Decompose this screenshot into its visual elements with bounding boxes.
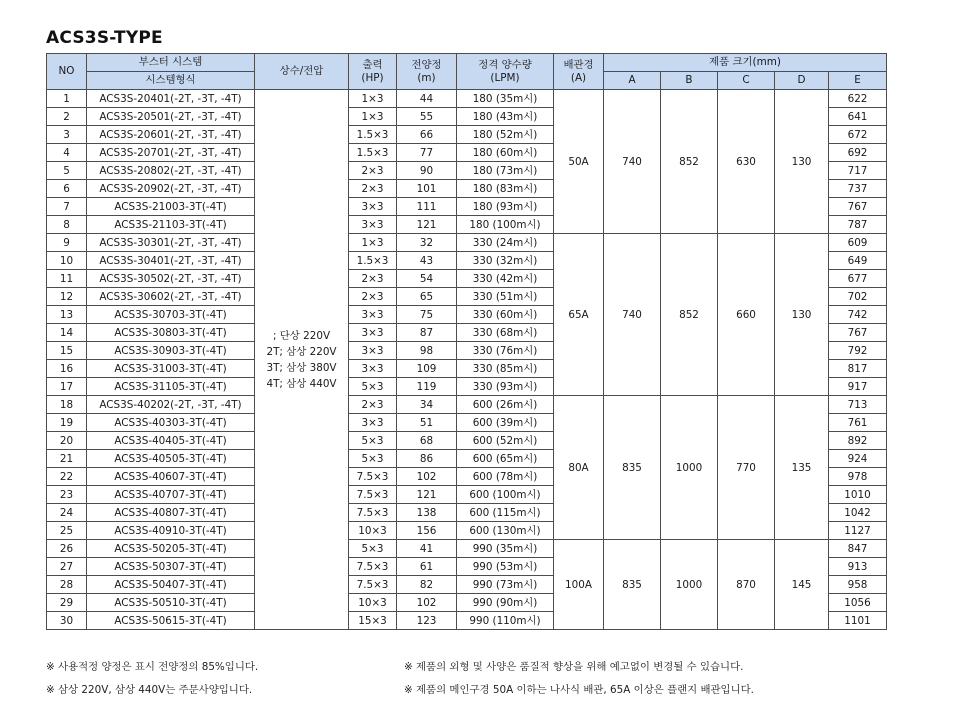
output-hp: 5×3	[349, 378, 397, 396]
rated-flow: 330 (24m시)	[457, 234, 554, 252]
output-hp: 2×3	[349, 270, 397, 288]
dim-e: 792	[829, 342, 887, 360]
total-head: 109	[397, 360, 457, 378]
rated-flow: 990 (90m시)	[457, 594, 554, 612]
output-hp: 7.5×3	[349, 558, 397, 576]
total-head: 77	[397, 144, 457, 162]
dim-e: 761	[829, 414, 887, 432]
total-head: 55	[397, 108, 457, 126]
output-hp: 3×3	[349, 342, 397, 360]
dim-e: 1056	[829, 594, 887, 612]
dim-d: 145	[775, 540, 829, 630]
total-head: 87	[397, 324, 457, 342]
dim-d: 135	[775, 396, 829, 540]
system-model: ACS3S-20601(-2T, -3T, -4T)	[87, 126, 255, 144]
total-head: 68	[397, 432, 457, 450]
phase-voltage-line: 3T; 삼상 380V	[266, 361, 337, 374]
header-output-label: 출력	[362, 58, 383, 71]
total-head: 65	[397, 288, 457, 306]
output-hp: 3×3	[349, 360, 397, 378]
output-hp: 1.5×3	[349, 252, 397, 270]
total-head: 119	[397, 378, 457, 396]
output-hp: 3×3	[349, 198, 397, 216]
dim-e: 1010	[829, 486, 887, 504]
system-model: ACS3S-50510-3T(-4T)	[87, 594, 255, 612]
pipe-diameter: 80A	[554, 396, 604, 540]
rated-flow: 990 (110m시)	[457, 612, 554, 630]
rated-flow: 330 (60m시)	[457, 306, 554, 324]
rated-flow: 180 (60m시)	[457, 144, 554, 162]
system-model: ACS3S-30903-3T(-4T)	[87, 342, 255, 360]
table-row	[47, 396, 887, 414]
total-head: 61	[397, 558, 457, 576]
row-no: 8	[47, 216, 87, 234]
header-flow-unit: (LPM)	[490, 71, 520, 84]
notes-right	[404, 656, 754, 702]
system-model: ACS3S-50307-3T(-4T)	[87, 558, 255, 576]
header-flow	[457, 54, 554, 90]
row-no: 23	[47, 486, 87, 504]
dim-e: 677	[829, 270, 887, 288]
output-hp: 3×3	[349, 324, 397, 342]
note-spec-change: ※ 제품의 외형 및 사양은 품질적 향상을 위해 예고없이 변경될 수 있습니다.	[404, 661, 744, 673]
dim-e: 1127	[829, 522, 887, 540]
header-pipe-label: 배관경	[563, 58, 594, 71]
dim-b: 1000	[661, 540, 718, 630]
total-head: 101	[397, 180, 457, 198]
row-no: 1	[47, 90, 87, 108]
row-no: 26	[47, 540, 87, 558]
system-model: ACS3S-40607-3T(-4T)	[87, 468, 255, 486]
system-model: ACS3S-21103-3T(-4T)	[87, 216, 255, 234]
pipe-diameter: 50A	[554, 90, 604, 234]
output-hp: 2×3	[349, 288, 397, 306]
dim-e: 817	[829, 360, 887, 378]
dim-c: 630	[718, 90, 775, 234]
output-hp: 7.5×3	[349, 504, 397, 522]
dim-d: 130	[775, 234, 829, 396]
system-model: ACS3S-30602(-2T, -3T, -4T)	[87, 288, 255, 306]
total-head: 44	[397, 90, 457, 108]
dim-a: 740	[604, 90, 661, 234]
total-head: 98	[397, 342, 457, 360]
system-model: ACS3S-40405-3T(-4T)	[87, 432, 255, 450]
total-head: 82	[397, 576, 457, 594]
rated-flow: 600 (78m시)	[457, 468, 554, 486]
output-hp: 5×3	[349, 450, 397, 468]
table-row	[47, 234, 887, 252]
header-output-unit: (HP)	[361, 71, 384, 84]
output-hp: 1×3	[349, 90, 397, 108]
total-head: 123	[397, 612, 457, 630]
rated-flow: 600 (100m시)	[457, 486, 554, 504]
table-row	[47, 540, 887, 558]
row-no: 16	[47, 360, 87, 378]
dim-e: 1042	[829, 504, 887, 522]
total-head: 138	[397, 504, 457, 522]
header-system-type: 시스템형식	[87, 72, 255, 90]
system-model: ACS3S-20501(-2T, -3T, -4T)	[87, 108, 255, 126]
rated-flow: 330 (93m시)	[457, 378, 554, 396]
system-model: ACS3S-20902(-2T, -3T, -4T)	[87, 180, 255, 198]
rated-flow: 330 (32m시)	[457, 252, 554, 270]
output-hp: 2×3	[349, 180, 397, 198]
header-pipe	[554, 54, 604, 90]
system-model: ACS3S-20802(-2T, -3T, -4T)	[87, 162, 255, 180]
total-head: 86	[397, 450, 457, 468]
rated-flow: 330 (68m시)	[457, 324, 554, 342]
output-hp: 3×3	[349, 306, 397, 324]
dim-e: 892	[829, 432, 887, 450]
pipe-diameter: 100A	[554, 540, 604, 630]
dim-e: 978	[829, 468, 887, 486]
row-no: 25	[47, 522, 87, 540]
spec-table	[46, 53, 887, 630]
dim-e: 787	[829, 216, 887, 234]
dim-e: 924	[829, 450, 887, 468]
dim-e: 717	[829, 162, 887, 180]
rated-flow: 180 (100m시)	[457, 216, 554, 234]
rated-flow: 990 (73m시)	[457, 576, 554, 594]
dim-e: 913	[829, 558, 887, 576]
total-head: 32	[397, 234, 457, 252]
row-no: 11	[47, 270, 87, 288]
rated-flow: 180 (73m시)	[457, 162, 554, 180]
output-hp: 3×3	[349, 216, 397, 234]
rated-flow: 330 (42m시)	[457, 270, 554, 288]
dim-e: 672	[829, 126, 887, 144]
row-no: 6	[47, 180, 87, 198]
output-hp: 2×3	[349, 162, 397, 180]
rated-flow: 600 (39m시)	[457, 414, 554, 432]
total-head: 66	[397, 126, 457, 144]
system-model: ACS3S-40505-3T(-4T)	[87, 450, 255, 468]
dim-e: 649	[829, 252, 887, 270]
row-no: 29	[47, 594, 87, 612]
phase-voltage-cell	[255, 90, 349, 630]
dim-a: 740	[604, 234, 661, 396]
total-head: 121	[397, 216, 457, 234]
notes-left	[46, 656, 258, 702]
system-model: ACS3S-40202(-2T, -3T, -4T)	[87, 396, 255, 414]
rated-flow: 990 (53m시)	[457, 558, 554, 576]
total-head: 34	[397, 396, 457, 414]
rated-flow: 330 (85m시)	[457, 360, 554, 378]
total-head: 75	[397, 306, 457, 324]
system-model: ACS3S-20401(-2T, -3T, -4T)	[87, 90, 255, 108]
total-head: 102	[397, 468, 457, 486]
rated-flow: 330 (51m시)	[457, 288, 554, 306]
dim-e: 692	[829, 144, 887, 162]
header-dim-e: E	[829, 72, 887, 90]
system-model: ACS3S-30301(-2T, -3T, -4T)	[87, 234, 255, 252]
dim-b: 852	[661, 234, 718, 396]
output-hp: 15×3	[349, 612, 397, 630]
system-model: ACS3S-31003-3T(-4T)	[87, 360, 255, 378]
system-model: ACS3S-50407-3T(-4T)	[87, 576, 255, 594]
rated-flow: 600 (52m시)	[457, 432, 554, 450]
row-no: 15	[47, 342, 87, 360]
table-body	[47, 90, 887, 630]
system-model: ACS3S-40910-3T(-4T)	[87, 522, 255, 540]
dim-e: 958	[829, 576, 887, 594]
total-head: 54	[397, 270, 457, 288]
rated-flow: 600 (130m시)	[457, 522, 554, 540]
dim-c: 870	[718, 540, 775, 630]
page-title: ACS3S-TYPE	[46, 28, 163, 48]
dim-e: 622	[829, 90, 887, 108]
total-head: 41	[397, 540, 457, 558]
rated-flow: 990 (35m시)	[457, 540, 554, 558]
system-model: ACS3S-50615-3T(-4T)	[87, 612, 255, 630]
dim-c: 660	[718, 234, 775, 396]
dim-b: 1000	[661, 396, 718, 540]
rated-flow: 600 (115m시)	[457, 504, 554, 522]
header-output	[349, 54, 397, 90]
rated-flow: 600 (65m시)	[457, 450, 554, 468]
dim-e: 917	[829, 378, 887, 396]
system-model: ACS3S-30401(-2T, -3T, -4T)	[87, 252, 255, 270]
row-no: 10	[47, 252, 87, 270]
output-hp: 1×3	[349, 234, 397, 252]
phase-voltage-line: 4T; 삼상 440V	[266, 377, 337, 390]
pipe-diameter: 65A	[554, 234, 604, 396]
rated-flow: 180 (43m시)	[457, 108, 554, 126]
system-model: ACS3S-30803-3T(-4T)	[87, 324, 255, 342]
system-model: ACS3S-31105-3T(-4T)	[87, 378, 255, 396]
system-model: ACS3S-20701(-2T, -3T, -4T)	[87, 144, 255, 162]
system-model: ACS3S-50205-3T(-4T)	[87, 540, 255, 558]
header-head-unit: (m)	[417, 71, 436, 84]
dim-e: 713	[829, 396, 887, 414]
rated-flow: 180 (93m시)	[457, 198, 554, 216]
total-head: 90	[397, 162, 457, 180]
rated-flow: 330 (76m시)	[457, 342, 554, 360]
dim-e: 609	[829, 234, 887, 252]
dim-e: 847	[829, 540, 887, 558]
row-no: 27	[47, 558, 87, 576]
dim-d: 130	[775, 90, 829, 234]
system-model: ACS3S-21003-3T(-4T)	[87, 198, 255, 216]
header-pipe-unit: (A)	[570, 71, 587, 84]
system-model: ACS3S-30703-3T(-4T)	[87, 306, 255, 324]
dim-e: 702	[829, 288, 887, 306]
output-hp: 3×3	[349, 414, 397, 432]
header-dim-d: D	[775, 72, 829, 90]
header-dim-c: C	[718, 72, 775, 90]
system-model: ACS3S-30502(-2T, -3T, -4T)	[87, 270, 255, 288]
row-no: 19	[47, 414, 87, 432]
header-head-label: 전양정	[411, 58, 442, 71]
rated-flow: 180 (52m시)	[457, 126, 554, 144]
dim-b: 852	[661, 90, 718, 234]
output-hp: 7.5×3	[349, 468, 397, 486]
rated-flow: 180 (83m시)	[457, 180, 554, 198]
row-no: 18	[47, 396, 87, 414]
header-product-size: 제품 크기(mm)	[604, 54, 887, 72]
total-head: 121	[397, 486, 457, 504]
row-no: 9	[47, 234, 87, 252]
row-no: 5	[47, 162, 87, 180]
row-no: 24	[47, 504, 87, 522]
row-no: 28	[47, 576, 87, 594]
dim-e: 1101	[829, 612, 887, 630]
row-no: 14	[47, 324, 87, 342]
dim-e: 737	[829, 180, 887, 198]
dim-a: 835	[604, 396, 661, 540]
output-hp: 5×3	[349, 432, 397, 450]
total-head: 156	[397, 522, 457, 540]
total-head: 51	[397, 414, 457, 432]
system-model: ACS3S-40707-3T(-4T)	[87, 486, 255, 504]
header-dim-a: A	[604, 72, 661, 90]
header-no: NO	[47, 54, 87, 90]
total-head: 102	[397, 594, 457, 612]
table-header	[47, 54, 887, 90]
dim-c: 770	[718, 396, 775, 540]
row-no: 22	[47, 468, 87, 486]
note-working-head: ※ 사용적정 양정은 표시 전양정의 85%입니다.	[46, 661, 259, 673]
phase-voltage-line: ; 단상 220V	[272, 329, 331, 342]
output-hp: 1.5×3	[349, 126, 397, 144]
table-row	[47, 90, 887, 108]
system-model: ACS3S-40303-3T(-4T)	[87, 414, 255, 432]
rated-flow: 600 (26m시)	[457, 396, 554, 414]
dim-e: 641	[829, 108, 887, 126]
output-hp: 1×3	[349, 108, 397, 126]
row-no: 7	[47, 198, 87, 216]
row-no: 17	[47, 378, 87, 396]
header-head	[397, 54, 457, 90]
header-dim-b: B	[661, 72, 718, 90]
row-no: 12	[47, 288, 87, 306]
total-head: 111	[397, 198, 457, 216]
note-order-spec: ※ 삼상 220V, 삼상 440V는 주문사양입니다.	[46, 684, 253, 696]
header-phase-voltage: 상수/전압	[255, 54, 349, 90]
rated-flow: 180 (35m시)	[457, 90, 554, 108]
output-hp: 2×3	[349, 396, 397, 414]
row-no: 2	[47, 108, 87, 126]
output-hp: 5×3	[349, 540, 397, 558]
row-no: 3	[47, 126, 87, 144]
dim-e: 742	[829, 306, 887, 324]
output-hp: 10×3	[349, 522, 397, 540]
dim-e: 767	[829, 324, 887, 342]
output-hp: 10×3	[349, 594, 397, 612]
note-pipe-connection: ※ 제품의 메인구경 50A 이하는 나사식 배관, 65A 이상은 플랜지 배관입니다.	[404, 684, 754, 696]
header-booster-system: 부스터 시스템	[87, 54, 255, 72]
row-no: 20	[47, 432, 87, 450]
row-no: 4	[47, 144, 87, 162]
output-hp: 7.5×3	[349, 576, 397, 594]
total-head: 43	[397, 252, 457, 270]
output-hp: 1.5×3	[349, 144, 397, 162]
header-flow-label: 정격 양수량	[478, 58, 532, 71]
dim-e: 767	[829, 198, 887, 216]
row-no: 13	[47, 306, 87, 324]
system-model: ACS3S-40807-3T(-4T)	[87, 504, 255, 522]
output-hp: 7.5×3	[349, 486, 397, 504]
row-no: 30	[47, 612, 87, 630]
dim-a: 835	[604, 540, 661, 630]
row-no: 21	[47, 450, 87, 468]
phase-voltage-line: 2T; 삼상 220V	[266, 345, 337, 358]
